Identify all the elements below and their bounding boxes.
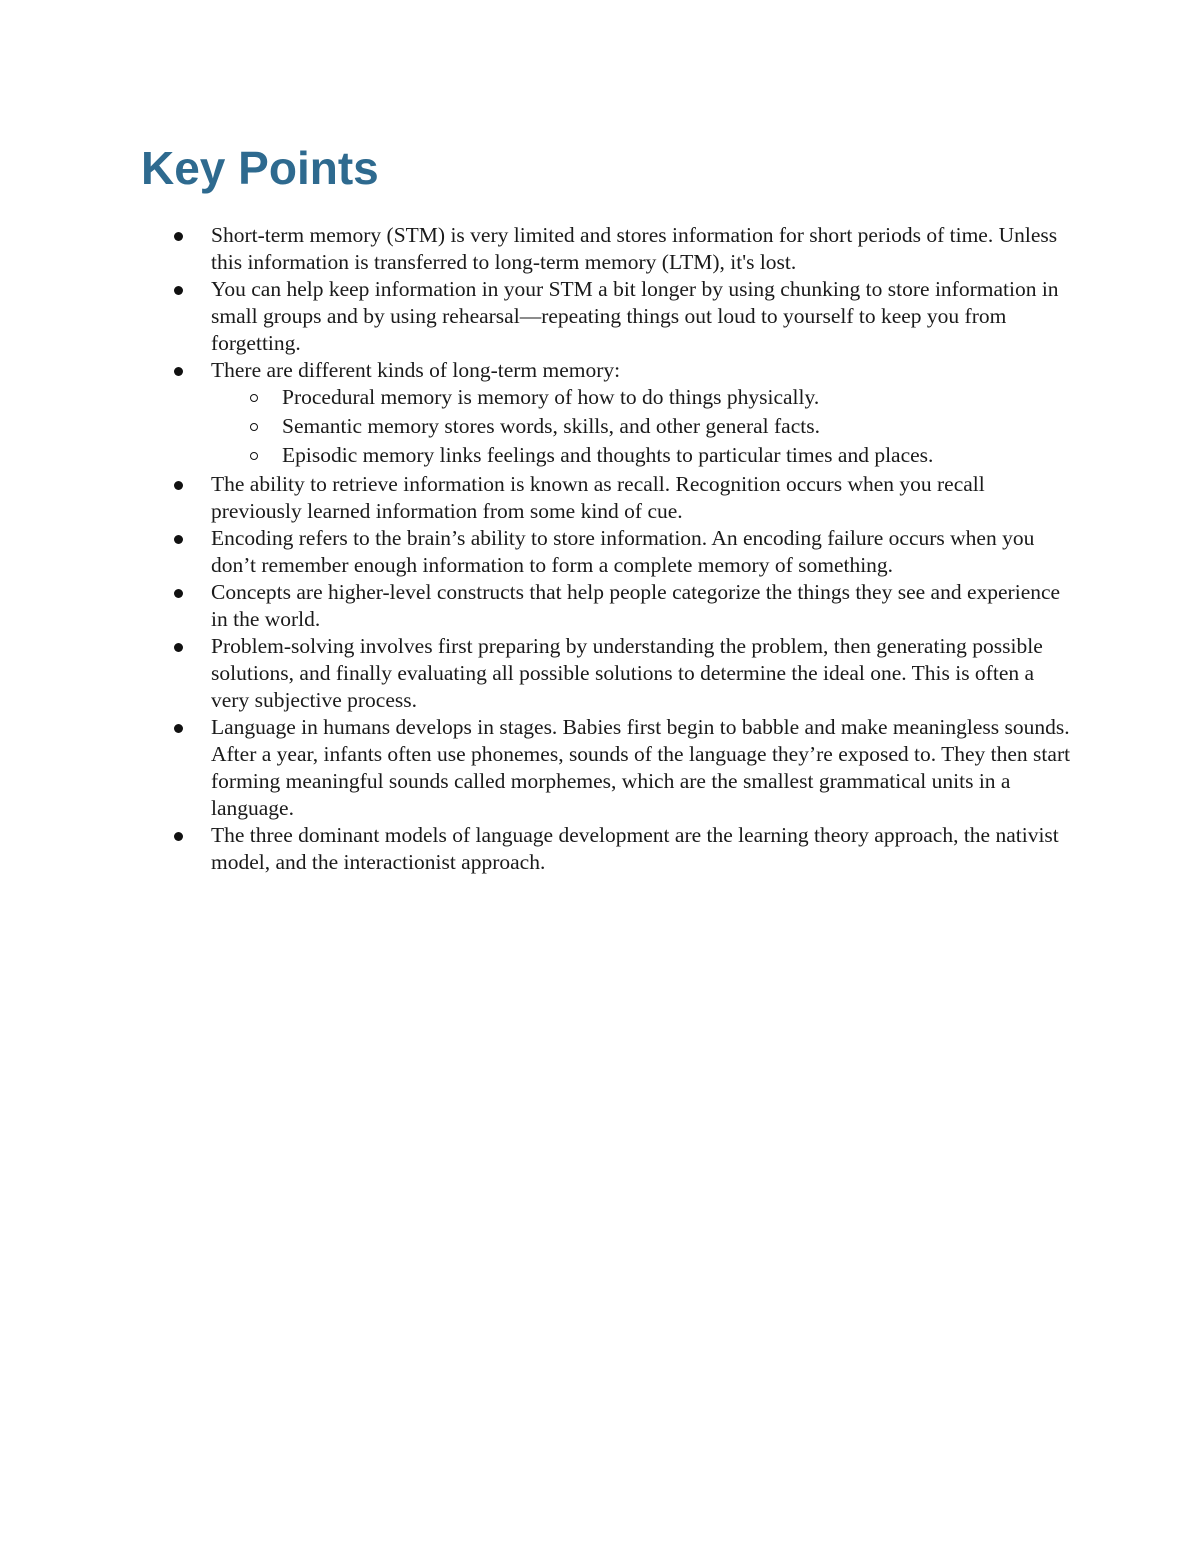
bullet-icon [174, 286, 183, 295]
page-title: Key Points [141, 142, 379, 194]
list-item [0, 525, 1071, 579]
list-item [0, 579, 1071, 633]
sub-list-item-text: Episodic memory links feelings and thoughts to particular times and places. [282, 443, 934, 467]
sub-list-item-text: Semantic memory stores words, skills, and other general facts. [282, 414, 820, 438]
list-item-text: The ability to retrieve information is known as recall. Recognition occurs when you recall previously learned information from some kind of cue. [211, 472, 985, 523]
bullet-icon [174, 535, 183, 544]
bullet-icon [174, 481, 183, 490]
bullet-icon [174, 589, 183, 598]
list-item-text: You can help keep information in your STM a bit longer by using chunking to store information in small groups and by using rehearsal—repeating things out loud to yourself to keep you from forgetting. [211, 277, 1059, 355]
sub-list-item [211, 442, 1071, 469]
list-item [0, 822, 1071, 876]
bullet-icon [174, 232, 183, 241]
key-points-list [0, 222, 1200, 876]
list-item-text: The three dominant models of language development are the learning theory approach, the nativist model, and the interactionist approach. [211, 823, 1059, 874]
list-item [0, 471, 1071, 525]
bullet-icon [174, 367, 183, 376]
list-item [0, 633, 1071, 714]
list-item [0, 276, 1071, 357]
circle-bullet-icon [250, 452, 258, 460]
list-item-text: Short-term memory (STM) is very limited and stores information for short periods of time. Unless this information is transferred to long-term memory (LTM), it's lost. [211, 223, 1058, 274]
sub-list-item-text: Procedural memory is memory of how to do things physically. [282, 385, 820, 409]
list-item-text: Problem-solving involves first preparing by understanding the problem, then generating possible solutions, and finally evaluating all possible solutions to determine the ideal one. This is often a very subjective process. [211, 634, 1043, 712]
list-item-text: Concepts are higher-level constructs that help people categorize the things they see and experience in the world. [211, 580, 1061, 631]
list-item [0, 357, 1071, 469]
list-item [0, 222, 1071, 276]
list-item-text: Encoding refers to the brain’s ability to store information. An encoding failure occurs when you don’t remember enough information to form a complete memory of something. [211, 526, 1035, 577]
list-item-text: There are different kinds of long-term memory: [211, 358, 621, 382]
sub-list-item [211, 413, 1071, 440]
list-item-text: Language in humans develops in stages. Babies first begin to babble and make meaningless sounds. After a year, infants often use phonemes, sounds of the language they’re exposed to. They then start forming meaningful sounds called morphemes, which are the smallest grammatical units in a language. [211, 715, 1071, 820]
bullet-icon [174, 724, 183, 733]
sub-list [211, 384, 1071, 469]
circle-bullet-icon [250, 423, 258, 431]
bullet-icon [174, 643, 183, 652]
circle-bullet-icon [250, 394, 258, 402]
bullet-icon [174, 832, 183, 841]
list-item [0, 714, 1071, 822]
sub-list-item [211, 384, 1071, 411]
